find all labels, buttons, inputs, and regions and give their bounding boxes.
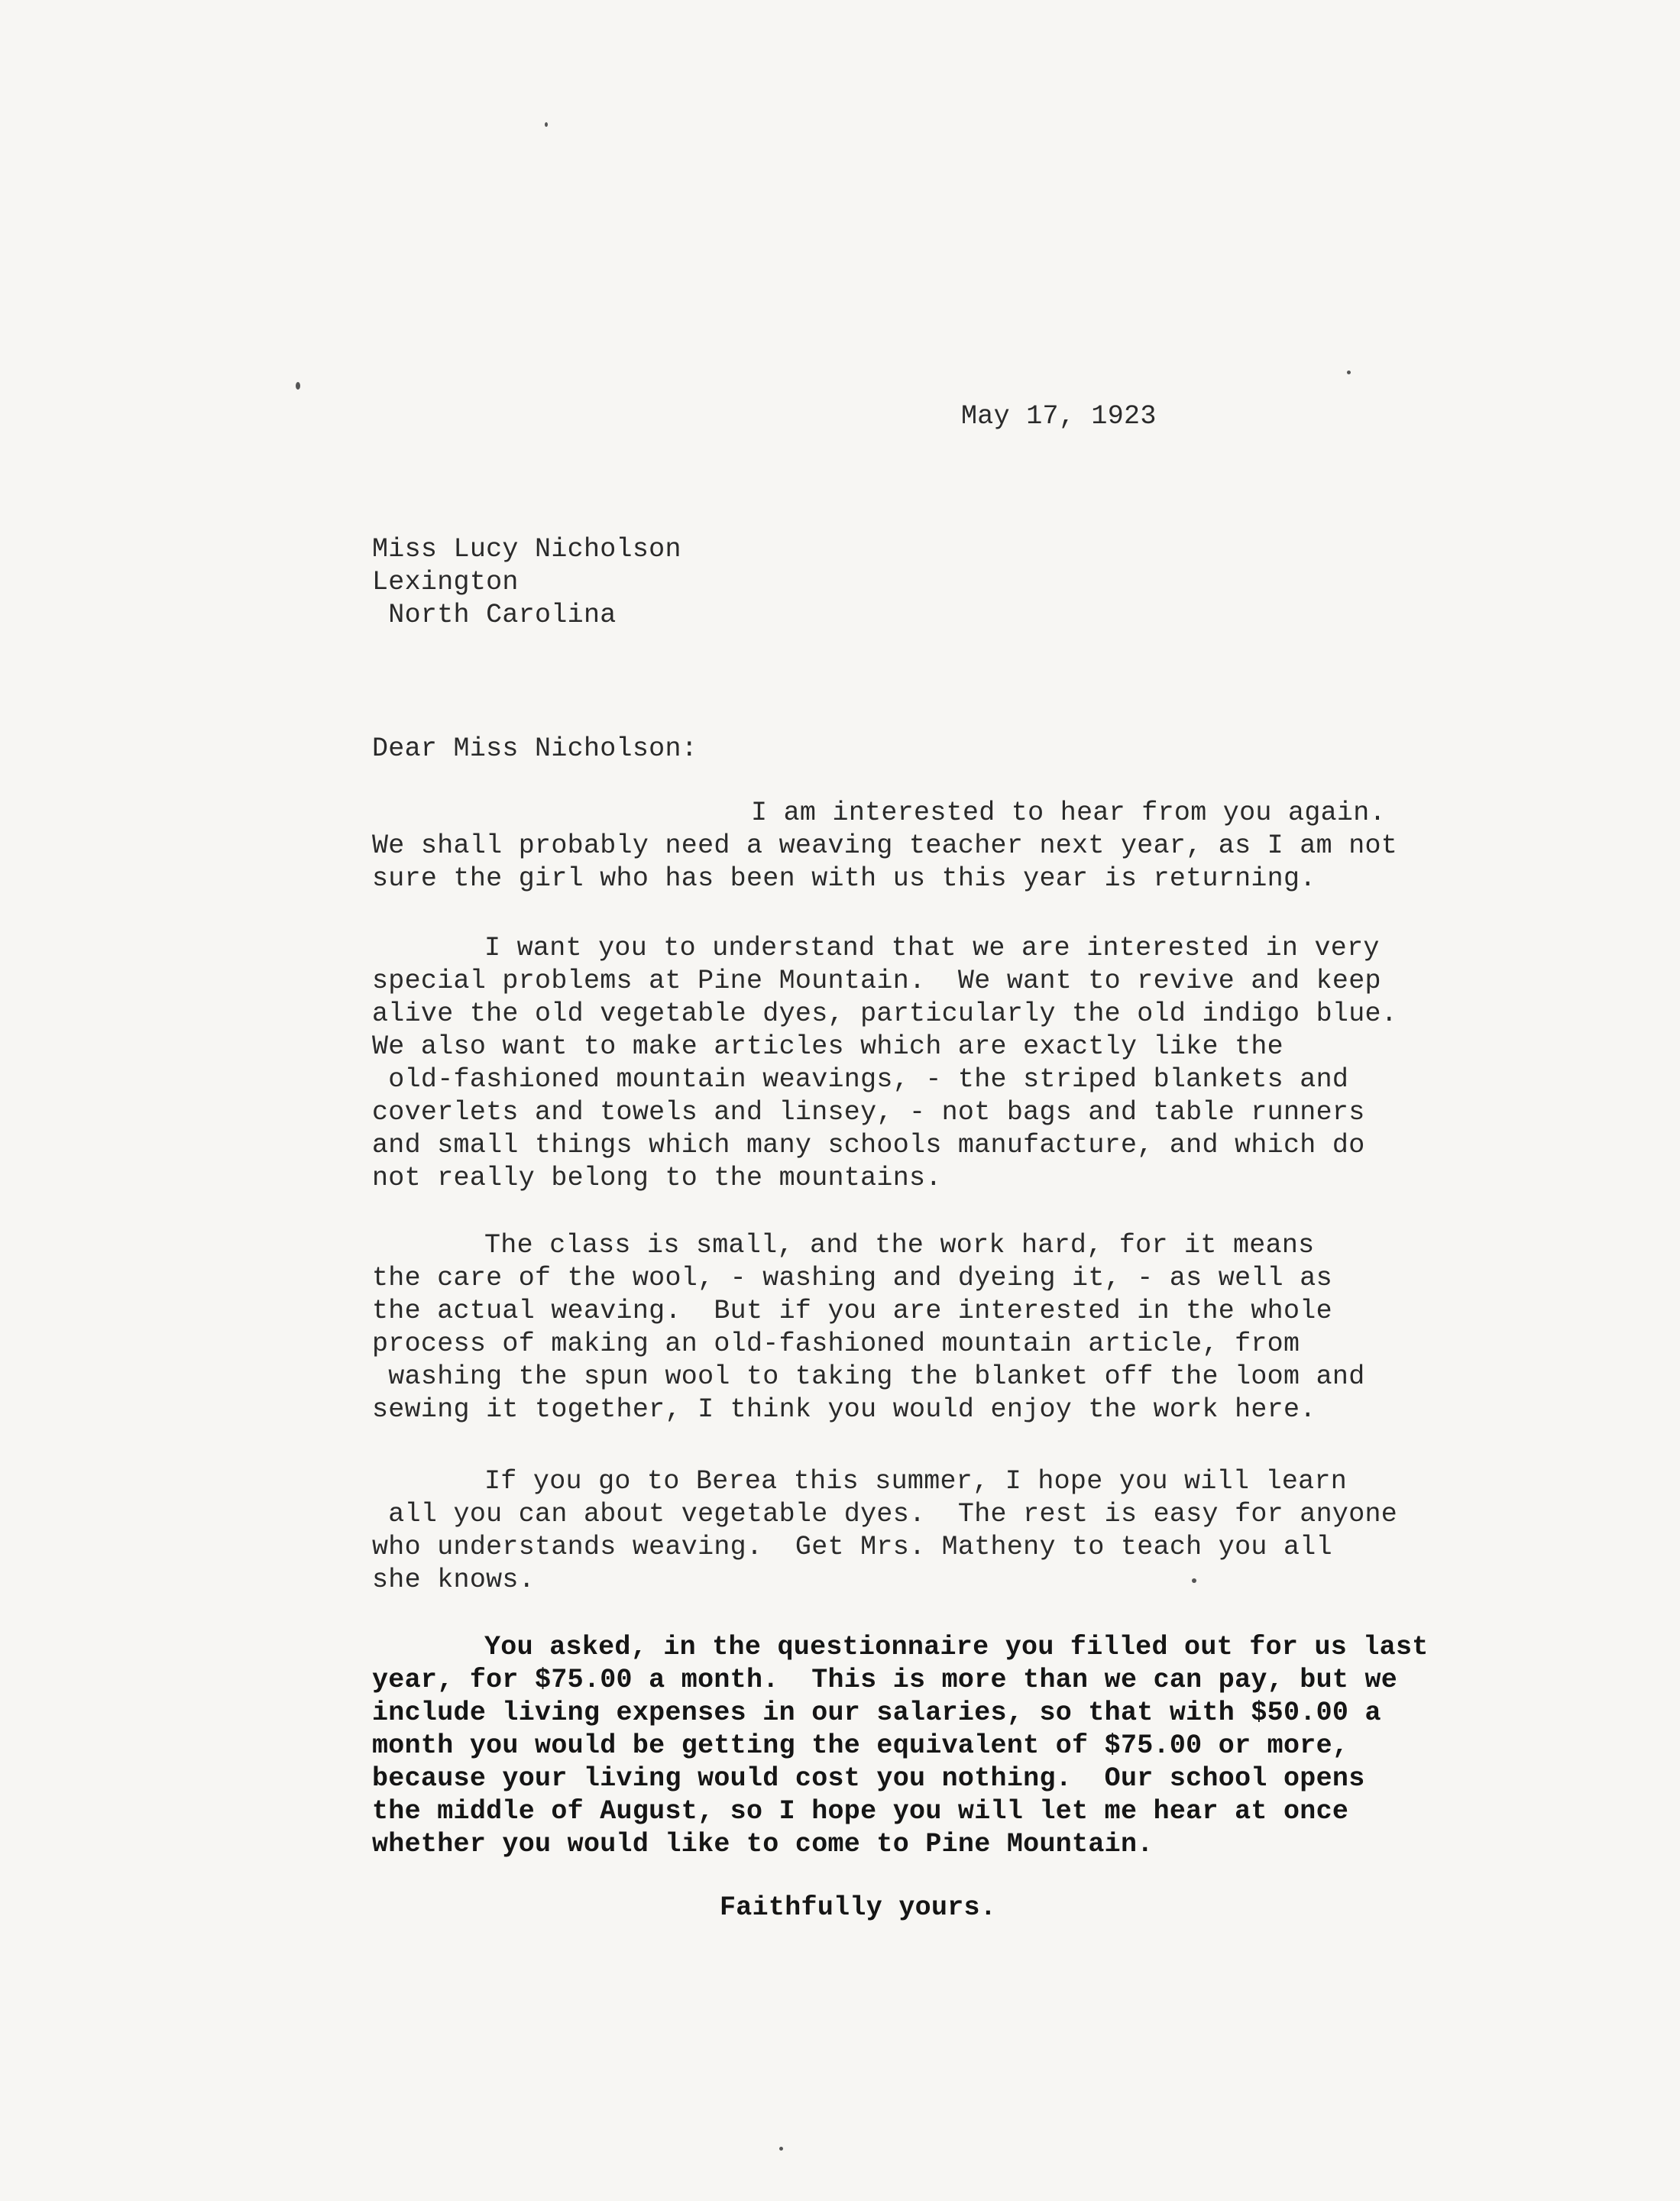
paragraph-line: month you would be getting the equivalent of $75.00 or more, [372, 1730, 1349, 1761]
paragraph-line: I am interested to hear from you again. [751, 798, 1386, 828]
address-line-state: North Carolina [372, 600, 617, 630]
paragraph-1 [372, 797, 1397, 895]
paragraph-line: You asked, in the questionnaire you filled out for us last [484, 1632, 1429, 1662]
paragraph-2 [372, 932, 1397, 1195]
paragraph-line: process of making an old-fashioned mountain article, from [372, 1329, 1300, 1359]
paragraph-line: because your living would cost you nothing. Our school opens [372, 1763, 1365, 1794]
paragraph-line: coverlets and towels and linsey, - not bags and table runners [372, 1097, 1365, 1128]
paragraph-line: We shall probably need a weaving teacher next year, as I am not [372, 830, 1398, 861]
address-line-city: Lexington [372, 567, 519, 597]
paragraph-line: washing the spun wool to taking the blanket off the loom and [372, 1361, 1365, 1392]
paragraph-line: The class is small, and the work hard, for it means [484, 1230, 1315, 1261]
paragraph-line: she knows. [372, 1565, 536, 1595]
paragraph-5 [372, 1631, 1429, 1861]
paragraph-line: the actual weaving. But if you are interested in the whole [372, 1296, 1332, 1326]
paper-speck [296, 382, 300, 390]
paragraph-line: We also want to make articles which are exactly like the [372, 1031, 1283, 1062]
paragraph-line: and small things which many schools manufacture, and which do [372, 1130, 1365, 1160]
paragraph-line: not really belong to the mountains. [372, 1163, 942, 1193]
paragraph-line: special problems at Pine Mountain. We want to revive and keep [372, 966, 1381, 996]
salutation: Dear Miss Nicholson: [372, 733, 698, 764]
paragraph-line: sewing it together, I think you would enjoy the work here. [372, 1394, 1316, 1425]
paragraph-line: include living expenses in our salaries, so that with $50.00 a [372, 1698, 1381, 1728]
address-line-name: Miss Lucy Nicholson [372, 534, 681, 565]
paper-speck [1192, 1578, 1196, 1583]
recipient-address [372, 533, 681, 632]
letter-date: May 17, 1923 [961, 401, 1157, 432]
paper-speck [545, 122, 548, 127]
paragraph-line: year, for $75.00 a month. This is more than we can pay, but we [372, 1665, 1398, 1695]
closing: Faithfully yours. [720, 1892, 997, 1923]
paragraph-line: all you can about vegetable dyes. The rest is easy for anyone [372, 1499, 1398, 1529]
paragraph-3 [372, 1229, 1365, 1426]
paragraph-line: I want you to understand that we are interested in very [484, 933, 1380, 963]
paragraph-line: who understands weaving. Get Mrs. Matheny to teach you all [372, 1532, 1332, 1562]
paper-speck [1347, 371, 1351, 374]
paragraph-line: the middle of August, so I hope you will let me hear at once [372, 1796, 1349, 1827]
paragraph-line: whether you would like to come to Pine Mountain. [372, 1829, 1154, 1860]
paragraph-line: sure the girl who has been with us this year is returning. [372, 863, 1316, 894]
paragraph-line: the care of the wool, - washing and dyeing it, - as well as [372, 1263, 1332, 1293]
paragraph-4 [372, 1465, 1397, 1597]
paragraph-line: alive the old vegetable dyes, particularly the old indigo blue. [372, 999, 1398, 1029]
paragraph-line: old-fashioned mountain weavings, - the striped blankets and [372, 1064, 1349, 1095]
paragraph-line: If you go to Berea this summer, I hope you will learn [484, 1466, 1348, 1497]
paper-speck [779, 2147, 783, 2151]
